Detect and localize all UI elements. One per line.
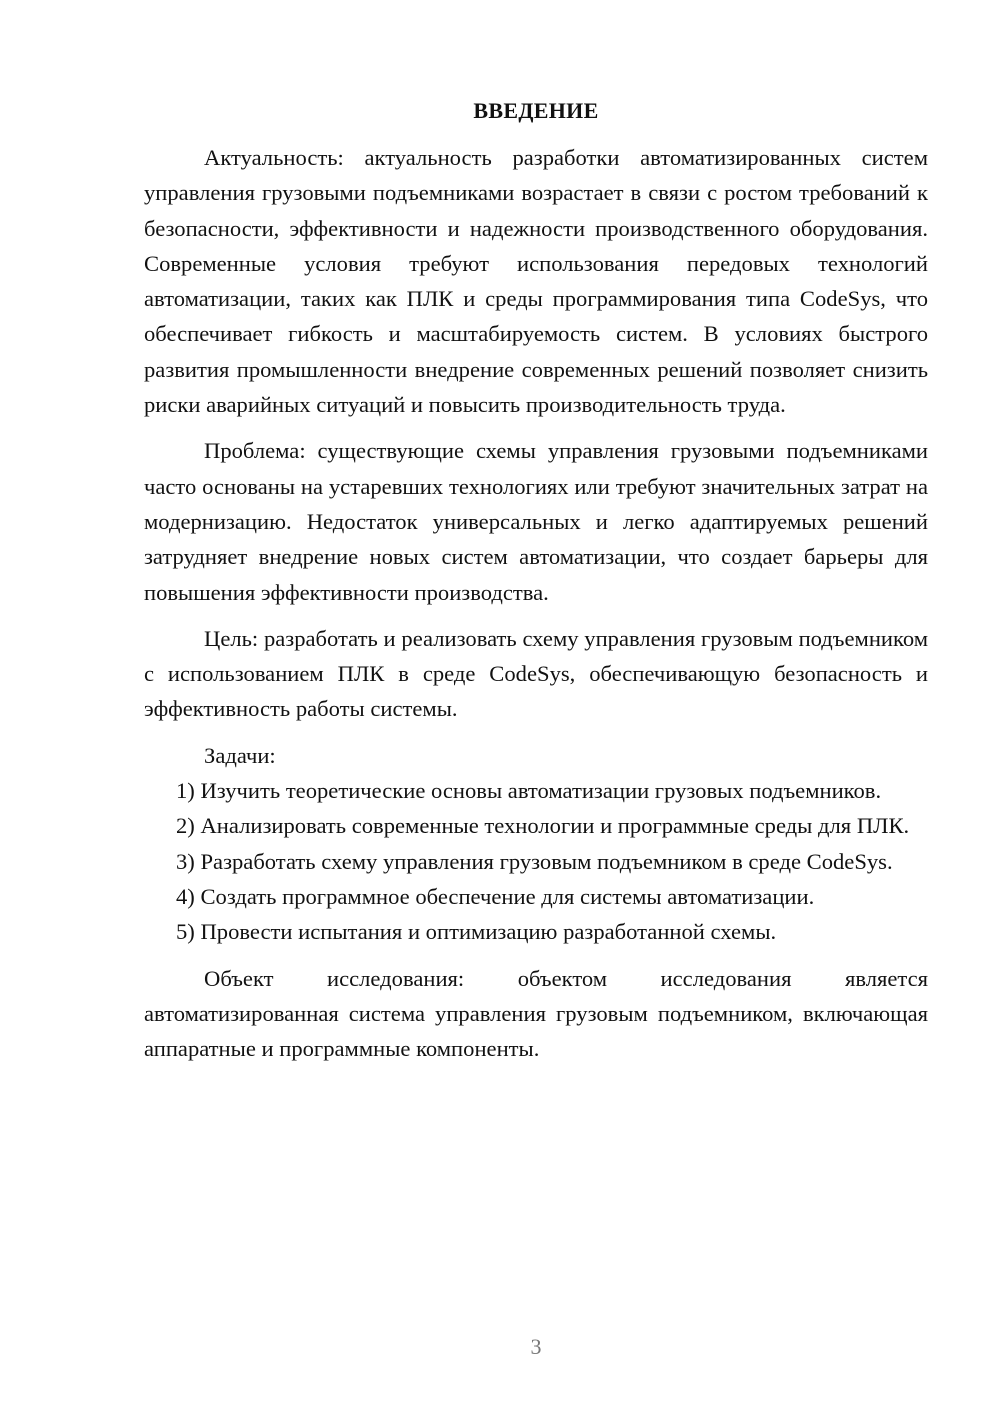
- document-page: [144, 0, 928, 1414]
- problem-paragraph: Проблема: существующие схемы управления грузовыми подъемниками часто основаны на устаревших технологиях или требуют значительных затрат на модернизацию. Недостаток универсальных и легко адаптируемых решений затрудняет внедрение новых систем автоматизации, что создает барьеры для повышения эффективности производства.: [144, 438, 928, 605]
- task-item-4: 4) Создать программное обеспечение для системы автоматизации.: [176, 883, 815, 909]
- task-item-1: 1) Изучить теоретические основы автоматизации грузовых подъемников.: [176, 778, 882, 804]
- tasks-label: Задачи:: [204, 742, 276, 768]
- page-number: 3: [530, 1334, 542, 1359]
- task-item-2: 2) Анализировать современные технологии и программные среды для ПЛК.: [176, 813, 910, 839]
- document-body: [144, 140, 928, 1066]
- object-paragraph: Объект исследования: объектом исследования является автоматизированная система управления грузовым подъемником, включающая аппаратные и программные компоненты.: [144, 965, 928, 1062]
- goal-paragraph: Цель: разработать и реализовать схему управления грузовым подъемником с использованием ПЛК в среде CodeSys, обеспечивающую безопасность и эффективность работы системы.: [144, 625, 928, 722]
- task-item-3: 3) Разработать схему управления грузовым подъемником в среде CodeSys.: [176, 848, 893, 874]
- section-heading: ВВЕДЕНИЕ: [473, 98, 599, 123]
- relevance-paragraph: Актуальность: актуальность разработки автоматизированных систем управления грузовыми подъемниками возрастает в связи с ростом требований к безопасности, эффективности и надежности производственного оборудования. Современные условия требуют использования передовых технологий автоматизации, таких как ПЛК и среды программирования типа CodeSys, что обеспечивает гибкость и масштабируемость систем. В условиях быстрого развития промышленности внедрение современных решений позволяет снизить риски аварийных ситуаций и повысить производительность труда.: [144, 145, 928, 418]
- task-item-5: 5) Провести испытания и оптимизацию разработанной схемы.: [176, 919, 777, 945]
